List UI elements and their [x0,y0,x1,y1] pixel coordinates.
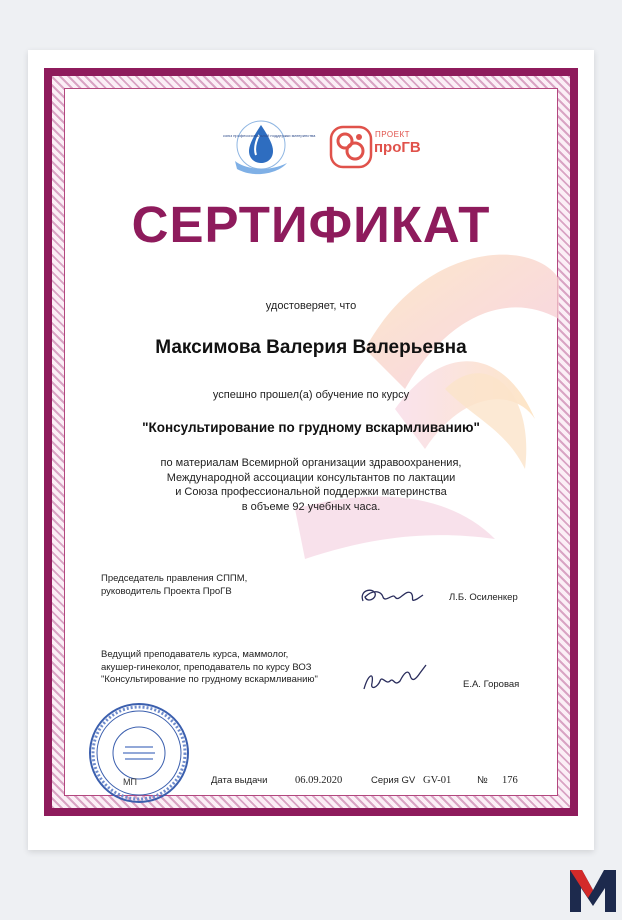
course-basis [65,456,557,514]
number-value: 176 [502,775,518,786]
progv-big-label: проГВ [374,139,421,156]
signatory-title-line: руководитель Проекта ПроГВ [101,585,232,597]
issue-date-value: 06.09.2020 [295,775,343,786]
certificate-frame [44,68,578,816]
certificate-title: СЕРТИФИКАТ [131,196,491,253]
logo-arc-text: союз профессиональной поддержки материнства [223,133,316,138]
progv-small-label: ПРОЕКТ [375,130,411,139]
signatory-title-line: "Консультирование по грудному вскармливанию" [101,674,318,685]
series-value: GV-01 [423,775,452,786]
issue-date-label: Дата выдачи [211,775,268,786]
completed-text: успешно прошел(а) обучение по курсу [212,389,410,401]
signatory-title-line: акушер-гинеколог, преподаватель по курсу ВОЗ [101,661,312,673]
signatory-1-title [101,573,247,598]
round-stamp-icon [87,701,191,805]
basis-line: по материалам Всемирной организации здравоохранения, [160,457,462,469]
basis-line: Международной ассоциации консультантов по лактации [166,471,456,484]
signatory-title-line: Ведущий преподаватель курса, маммолог, [101,649,289,660]
progv-logo [329,123,439,173]
signature-2-icon [360,661,430,697]
stamp-label: МП [123,777,137,787]
signatory-1-name: Л.Б. Осиленкер [449,592,518,603]
basis-line: и Союза профессиональной поддержки материнства [175,486,447,498]
signatory-2-name: Е.А. Горовая [463,679,520,690]
recipient-name: Максимова Валерия Валерьевна [155,337,467,358]
signature-1-icon [357,583,427,609]
m-brand-logo-icon [568,866,618,914]
hands-droplet-icon [215,117,316,181]
signatory-2-title [101,649,318,687]
series-label: Серия GV [371,775,416,786]
certifies-text: удостоверяет, что [265,300,357,312]
basis-line: в объеме 92 учебных часа. [241,500,381,513]
certificate-body [64,88,558,796]
number-label: № [477,775,488,786]
course-name: "Консультирование по грудному вскармливанию" [142,420,480,435]
progv-logo-icon [329,125,373,169]
signatory-title-line: Председатель правления СППМ, [101,573,248,584]
